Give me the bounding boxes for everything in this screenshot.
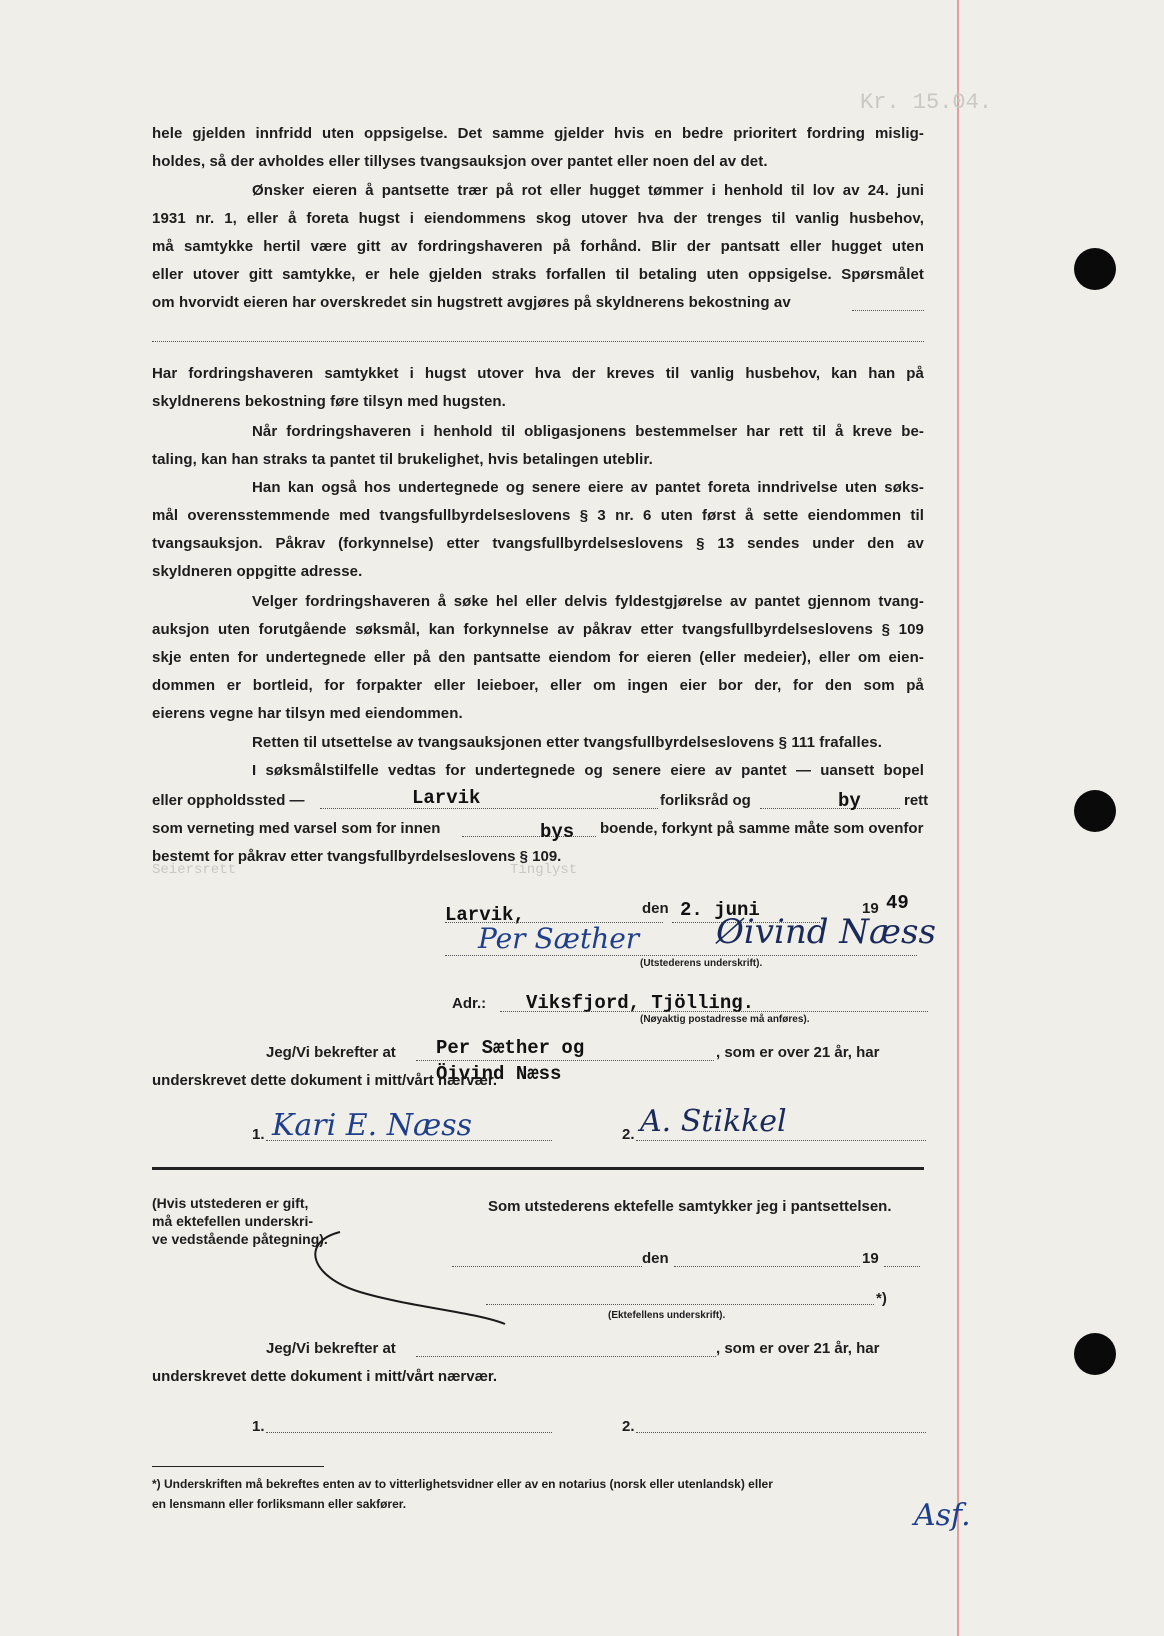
typed-witness-names-2: Öivind Næss: [436, 1063, 562, 1085]
note-line: (Hvis utstederen er gift,: [152, 1195, 309, 1211]
venue-line3: bestemt for påkrav etter tvangsfullbyrdelseslovens § 109.: [152, 848, 562, 865]
witness1-signature-1: Kari E. Næss: [272, 1108, 472, 1143]
issuer-caption: (Utstederens underskrift).: [640, 958, 763, 969]
fill-in-line: [486, 1304, 874, 1305]
paragraph-default-clause: [152, 120, 924, 176]
address-caption: (Nøyaktig postadresse må anføres).: [640, 1014, 810, 1025]
text-line: skje enten for undertegnede eller på den pantsatte eiendom for eieren (eller medeier), eller om eien-: [152, 649, 924, 666]
typed-date-place: Larvik,: [445, 904, 525, 926]
fill-in-line: [760, 808, 900, 809]
bleed-through-text: Tinglyst: [510, 862, 578, 878]
fill-in-line: [152, 341, 924, 342]
punch-hole: [1074, 1333, 1116, 1375]
text-line: tvangsauksjon. Påkrav (forkynnelse) etter tvangsfullbyrdelseslovens § 13 sendes under den av: [152, 535, 924, 552]
text-line: Når fordringshaveren i henhold til obligasjonens bestemmelser har rett til å kreve be-: [252, 423, 924, 440]
footnote-line: *) Underskriften må bekreftes enten av to vitterlighetsvidner eller av en notarius (norsk eller utenlandsk) eller: [152, 1477, 773, 1491]
text-line: må samtykke hertil være gitt av fordringshaveren på forhånd. Blir der pantsatt eller hugget uten: [152, 238, 924, 255]
text-line: auksjon uten forutgående søksmål, kan forkynnelse av påkrav etter tvangsfullbyrdelseslovens § 109: [152, 621, 924, 638]
text-line: I søksmålstilfelle vedtas for undertegnede og senere eiere av pantet — uansett bopel: [252, 762, 924, 779]
text-line: eierens vegne har tilsyn med eiendommen.: [152, 705, 463, 722]
bleed-through-text: Seiersrett: [152, 862, 237, 878]
text-line: holdes, så der avholdes eller tillyses tvangsauksjon over pantet eller noen del av det.: [152, 153, 768, 170]
address-label: Adr.:: [452, 995, 487, 1012]
text-line: Retten til utsettelse av tvangsauksjonen etter tvangsfullbyrdelseslovens § 111 frafalles.: [252, 734, 882, 751]
fill-in-line: [416, 1060, 714, 1061]
text-line: dommen er bortleid, for forpakter eller leieboer, eller om ingen eier bor der, for den som på: [152, 677, 924, 694]
paragraph-timber-clause: [152, 177, 924, 317]
text-line: skyldnerens bekostning føre tilsyn med hugsten.: [152, 393, 506, 410]
footnote-line: en lensmann eller forliksmann eller sakfører.: [152, 1497, 407, 1511]
venue-forliksrad: forliksråd og: [660, 792, 751, 809]
bleed-through-text: Kr. 15.04.: [860, 90, 993, 115]
text-line: hele gjelden innfridd uten oppsigelse. Det samme gjelder hvis en bedre prioritert fordring mislig-: [152, 125, 924, 142]
typed-venue-court: by: [838, 790, 861, 812]
witness1-number-2: 2.: [622, 1126, 635, 1143]
witness2-number-2: 2.: [622, 1418, 635, 1435]
pen-stroke-mark: [300, 1222, 510, 1330]
spouse-den-label: den: [642, 1250, 669, 1267]
typed-venue-place: Larvik: [412, 787, 481, 809]
punch-hole: [1074, 248, 1116, 290]
text-line: taling, kan han straks ta pantet til brukelighet, hvis betalingen uteblir.: [152, 451, 653, 468]
venue-rett: rett: [904, 792, 929, 809]
date-year-prefix: 19: [862, 900, 879, 917]
text-line: eller utover gitt samtykke, er hele gjelden straks forfallen til betaling uten oppsigelse. Spørsmålet: [152, 266, 924, 283]
fill-in-line: [266, 1432, 552, 1433]
spouse-caption: (Ektefellens underskrift).: [608, 1310, 726, 1321]
typed-year: 49: [886, 892, 909, 914]
witness1-text-a: Jeg/Vi bekrefter at: [266, 1044, 396, 1061]
text-line: Ønsker eieren å pantsette trær på rot eller hugget tømmer i henhold til lov av 24. juni: [252, 182, 924, 199]
fill-in-line: [266, 1140, 552, 1141]
witness2-text-c: underskrevet dette dokument i mitt/vårt nærvær.: [152, 1368, 498, 1385]
fill-in-line: [852, 310, 924, 311]
venue-line2b: boende, forkynt på samme måte som ovenfor: [600, 820, 924, 837]
fill-in-line: [462, 836, 596, 837]
witness1-text-c: underskrevet dette dokument i mitt/vårt nærvær.: [152, 1072, 498, 1089]
witness1-signature-2: A. Stikkel: [640, 1104, 787, 1139]
typed-address: Viksfjord, Tjölling.: [526, 992, 755, 1014]
note-line: må ektefellen underskri-: [152, 1213, 314, 1229]
witness2-text-b: , som er over 21 år, har: [716, 1340, 880, 1357]
text-line: skyldneren oppgitte adresse.: [152, 563, 363, 580]
fill-in-line: [500, 1011, 928, 1012]
text-line: Har fordringshaveren samtykket i hugst utover hva der kreves til vanlig husbehov, kan han på: [152, 365, 924, 382]
text-line: Han kan også hos undertegnede og senere eiere av pantet foreta inndrivelse uten søks-: [252, 479, 924, 496]
text-line: mål overensstemmende med tvangsfullbyrdelseslovens § 3 nr. 6 uten først å sette eiendommen til: [152, 507, 924, 524]
margin-rule: [957, 0, 959, 1636]
typed-venue-bys: bys: [540, 821, 575, 843]
spouse-heading: Som utstederens ektefelle samtykker jeg i pantsettelsen.: [488, 1198, 892, 1215]
note-line: ve vedstående påtegning).: [152, 1231, 328, 1247]
witness1-number-1: 1.: [252, 1126, 265, 1143]
fill-in-line: [320, 808, 658, 809]
punch-hole: [1074, 790, 1116, 832]
date-den-label: den: [642, 900, 669, 917]
paragraph-usufruct: [152, 418, 924, 474]
paragraph-enforcement: [152, 474, 924, 586]
venue-line2a: som verneting med varsel som for innen: [152, 820, 441, 837]
paragraph-supervision: [152, 360, 924, 416]
section-divider: [152, 1167, 924, 1170]
footnote: [152, 1474, 932, 1514]
text-line: om hvorvidt eieren har overskredet sin hugstrett avgjøres på skyldnerens bekostning av: [152, 294, 791, 311]
footnote-rule: [152, 1466, 324, 1467]
text-line: 1931 nr. 1, eller å foreta hugst i eiendommens skog utover hva der trenges til vanlig husbehov,: [152, 210, 924, 227]
spouse-asterisk: *): [876, 1290, 887, 1307]
witness2-number-1: 1.: [252, 1418, 265, 1435]
paragraph-venue: [152, 757, 924, 785]
fill-in-line: [416, 1356, 716, 1357]
paragraph-waiver: [152, 729, 924, 757]
fill-in-line: [445, 955, 917, 956]
text-line: Velger fordringshaveren å søke hel eller delvis fyldestgjørelse av pantet gjennom tvang-: [252, 593, 924, 610]
fill-in-line: [636, 1432, 926, 1433]
typed-date: 2. juni: [680, 899, 760, 921]
typed-witness-names-1: Per Sæther og: [436, 1037, 585, 1059]
fill-in-line: [636, 1140, 926, 1141]
issuer-signature-2: Øivind Næss: [716, 912, 936, 952]
venue-prefix: eller oppholdssted —: [152, 792, 305, 809]
spouse-year-prefix: 19: [862, 1250, 879, 1267]
fill-in-line: [674, 1266, 860, 1267]
margin-initials: Asf.: [914, 1498, 971, 1533]
paragraph-auction: [152, 588, 924, 728]
issuer-signature-1: Per Sæther: [478, 922, 640, 955]
fill-in-line: [884, 1266, 920, 1267]
witness2-text-a: Jeg/Vi bekrefter at: [266, 1340, 396, 1357]
witness1-text-b: , som er over 21 år, har: [716, 1044, 880, 1061]
